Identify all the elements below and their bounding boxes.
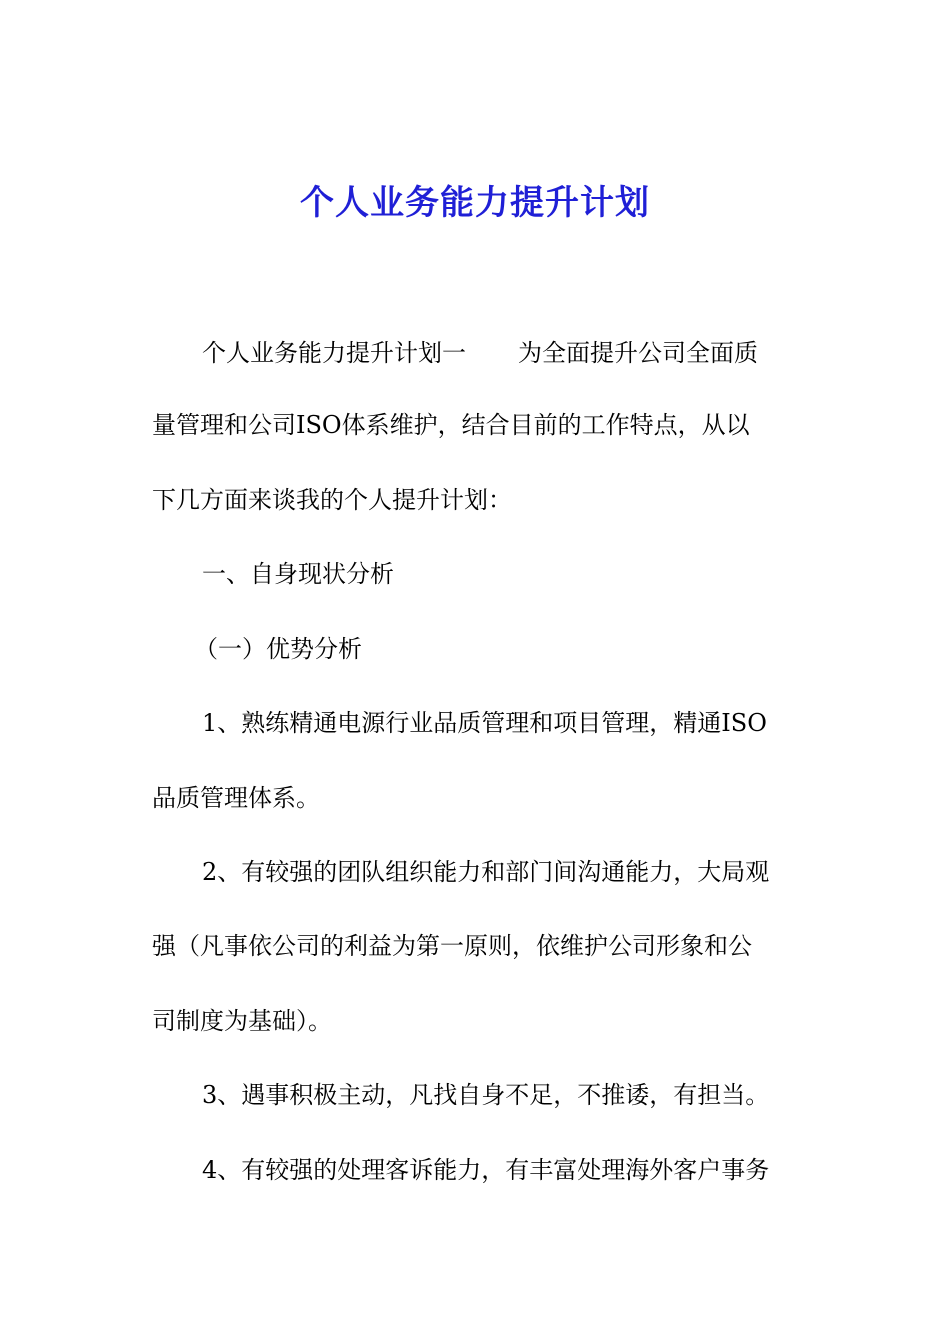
subsection-heading: （一）优势分析 <box>194 635 362 663</box>
document-title: 个人业务能力提升计划 <box>300 183 650 223</box>
paragraph-line: 量管理和公司ISO体系维护，结合目前的工作特点，从以 <box>152 411 750 439</box>
paragraph-line: 司制度为基础）。 <box>152 1007 332 1035</box>
intro-text: 为全面提升公司全面质 <box>518 339 758 367</box>
paragraph-line <box>202 336 862 370</box>
plan-heading-text: 个人业务能力提升计划一 <box>202 339 466 367</box>
paragraph-line: 强（凡事依公司的利益为第一原则，依维护公司形象和公 <box>152 932 752 960</box>
section-heading: 一、自身现状分析 <box>202 560 394 588</box>
paragraph-line: 下几方面来谈我的个人提升计划： <box>152 486 512 514</box>
paragraph-line: 1、熟练精通电源行业品质管理和项目管理，精通ISO <box>202 709 767 737</box>
paragraph-line: 品质管理体系。 <box>152 784 320 812</box>
paragraph-line: 4、有较强的处理客诉能力，有丰富处理海外客户事务 <box>202 1156 770 1184</box>
paragraph-line: 2、有较强的团队组织能力和部门间沟通能力，大局观 <box>202 858 770 886</box>
paragraph-line: 3、遇事积极主动，凡找自身不足，不推诿，有担当。 <box>202 1081 770 1109</box>
